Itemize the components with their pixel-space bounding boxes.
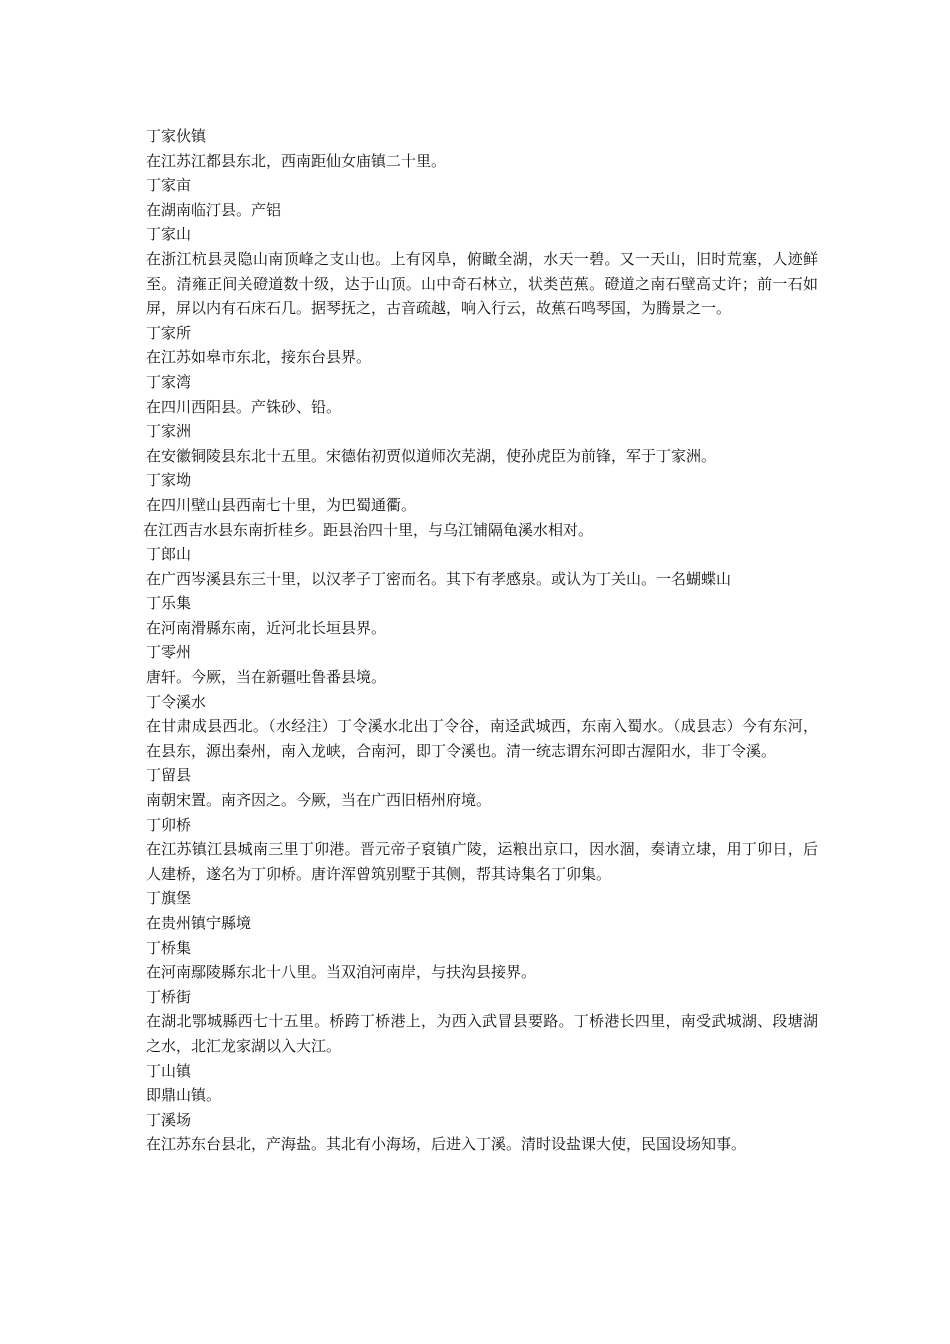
entry-description: 在浙江杭县灵隐山南顶峰之支山也。上有冈阜，俯瞰全湖，水天一碧。又一天山，旧时荒塞，人迹鲜至。清雍正间关磴道数十级，达于山顶。山中奇石林立，状类芭蕉。磴道之南石壁高丈许；前一石如屏，屏以内有石床石几。据琴抚之，古音疏越，响入行云，故蕉石鸣琴国，为腾景之一。	[146, 249, 818, 318]
entry-description: 在广西岑溪县东三十里，以汉孝子丁密而名。其下有孝感泉。或认为丁关山。一名蝴蝶山	[146, 569, 732, 588]
entry-description: 即鼎山镇。	[146, 1086, 222, 1105]
entry-title: 丁家亩	[146, 176, 192, 195]
entry-title: 丁令溪水	[146, 692, 207, 711]
entry-title: 丁家所	[146, 323, 192, 342]
entry-title: 丁郎山	[146, 545, 192, 564]
entry-description: 在江西吉水县东南折桂乡。距县治四十里，与乌江铺隔龟溪水相对。	[143, 520, 594, 539]
entry-description: 在四川壁山县西南七十里，为巴蜀通衢。	[146, 495, 417, 514]
entry-description: 在湖南临汀县。产铝	[146, 200, 282, 219]
entry-description: 在湖北鄂城縣西七十五里。桥跨丁桥港上，为西入武冒县要路。丁桥港长四里，南受武城湖、段塘湖之水，北汇龙家湖以入大江。	[146, 1012, 818, 1055]
entry-description: 在江苏镇江县城南三里丁卯港。晋元帝子裒镇广陵，运粮出京口，因水涸，奏请立埭，用丁卯日，后人建桥，遂名为丁卯桥。唐许浑曾筑别墅于其侧，帮其诗集名丁卯集。	[146, 840, 818, 883]
entry-title: 丁旗堡	[146, 889, 192, 908]
entry-description: 唐轩。今厥，当在新疆吐鲁番县境。	[146, 668, 387, 687]
entry-title: 丁山镇	[146, 1061, 192, 1080]
entry-description: 在河南滑縣东南，近河北长垣县界。	[146, 618, 387, 637]
entry-title: 丁家洲	[146, 422, 192, 441]
entry-title: 丁桥集	[146, 938, 192, 957]
entry-description: 在江苏东台县北，产海盐。其北有小海场，后进入丁溪。清时设盐课大使，民国设场知事。	[146, 1135, 747, 1154]
entry-description: 在江苏如皋市东北，接东台县界。	[146, 348, 372, 367]
entry-description: 在河南鄢陵縣东北十八里。当双洎河南岸，与扶沟县接界。	[146, 963, 537, 982]
entry-title: 丁卯桥	[146, 815, 192, 834]
entry-description: 在四川西阳县。产铢砂、铅。	[146, 397, 342, 416]
entry-description: 南朝宋置。南齐因之。今厥，当在广西旧梧州府境。	[146, 791, 492, 810]
entry-title: 丁家坳	[146, 471, 192, 490]
entry-title: 丁溪场	[146, 1110, 192, 1129]
document-body	[143, 124, 818, 1157]
entry-title: 丁家伙镇	[146, 127, 207, 145]
entry-description: 在甘肃成县西北。（水经注）丁令溪水北出丁令谷，南迳武城西，东南入蜀水。（成县志）今有东河，在县东，源出秦州，南入龙峡，合南河，即丁令溪也。清一统志谓东河即古渥阳水，非丁令溪。	[146, 717, 818, 760]
entry-title: 丁家山	[146, 225, 192, 244]
entry-title: 丁留县	[146, 766, 192, 785]
entry-title: 丁零州	[146, 643, 192, 662]
entry-description: 在江苏江都县东北，西南距仙女庙镇二十里。	[146, 151, 447, 170]
entry-description: 在贵州镇宁縣境	[146, 914, 252, 932]
entry-title: 丁桥街	[146, 987, 192, 1006]
entry-title: 丁家湾	[146, 372, 192, 391]
entry-description: 在安徽铜陵县东北十五里。宋德佑初贾似道师次芜湖，使孙虎臣为前锋，军于丁家洲。	[146, 446, 717, 465]
entry-title: 丁乐集	[146, 594, 192, 613]
